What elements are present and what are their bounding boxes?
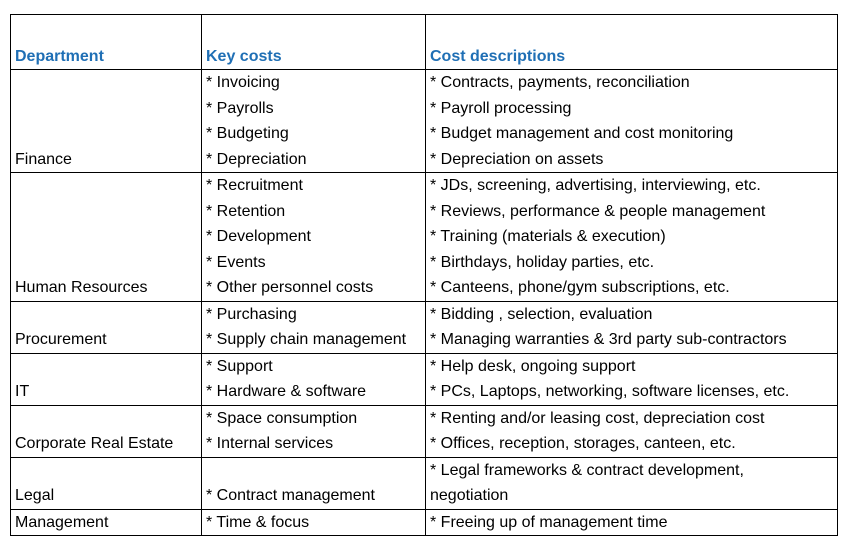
cost-description-item: * Training (materials & execution) bbox=[430, 228, 666, 245]
department-cell bbox=[11, 301, 202, 353]
cost-description-item: * Payroll processing bbox=[430, 99, 572, 117]
key-cost-item: * Purchasing bbox=[206, 305, 297, 323]
cost-description-item: * Legal frameworks & contract development, bbox=[430, 461, 744, 479]
key-cost-item: * Depreciation bbox=[206, 150, 307, 168]
department-cell bbox=[11, 353, 202, 405]
key-cost-item: * Hardware & software bbox=[206, 383, 367, 400]
cost-description-item: * Managing warranties & 3rd party sub-contractors bbox=[430, 331, 787, 348]
department-cell bbox=[11, 70, 202, 173]
department-cell bbox=[11, 509, 202, 536]
cost-description-item: * Contracts, payments, reconciliation bbox=[430, 74, 690, 91]
key-costs-cell bbox=[202, 457, 426, 509]
key-costs-cell bbox=[202, 70, 426, 173]
cost-description-item: * PCs, Laptops, networking, software licenses, etc. bbox=[430, 383, 790, 400]
key-costs-cell bbox=[202, 173, 426, 302]
cost-description-cell bbox=[426, 457, 838, 509]
key-cost-item: * Events bbox=[206, 253, 266, 271]
key-costs-cell bbox=[202, 405, 426, 457]
key-cost-item: * Internal services bbox=[206, 435, 334, 452]
department-cell bbox=[11, 405, 202, 457]
department-name: Legal bbox=[15, 487, 55, 504]
department-name: Finance bbox=[15, 150, 72, 168]
department-cell bbox=[11, 457, 202, 509]
department-name: Human Resources bbox=[15, 279, 148, 296]
cost-description-cell bbox=[426, 301, 838, 353]
cost-description-item: negotiation bbox=[430, 487, 509, 504]
table-row bbox=[11, 405, 838, 457]
cost-description-item: * Offices, reception, storages, canteen, etc. bbox=[430, 435, 736, 452]
header-cost-descriptions: Cost descriptions bbox=[426, 15, 838, 70]
cost-description-item: * Birthdays, holiday parties, etc. bbox=[430, 253, 655, 271]
cost-description-item: * Budget management and cost monitoring bbox=[430, 125, 734, 142]
cost-description-item: * JDs, screening, advertising, interviewing, etc. bbox=[430, 177, 761, 194]
cost-description-item: * Freeing up of management time bbox=[430, 513, 668, 531]
key-cost-item: * Space consumption bbox=[206, 409, 358, 427]
key-cost-item: * Payrolls bbox=[206, 99, 274, 117]
cost-description-item: * Renting and/or leasing cost, depreciation cost bbox=[430, 409, 765, 427]
header-row bbox=[11, 15, 838, 70]
key-costs-cell bbox=[202, 353, 426, 405]
department-name: Corporate Real Estate bbox=[15, 435, 174, 452]
department-name: IT bbox=[15, 383, 30, 400]
key-cost-item: * Support bbox=[206, 357, 273, 375]
key-cost-item: * Supply chain management bbox=[206, 331, 407, 348]
cost-description-cell bbox=[426, 509, 838, 536]
cost-table bbox=[10, 14, 838, 536]
department-cell bbox=[11, 173, 202, 302]
cost-description-item: * Reviews, performance & people management bbox=[430, 202, 766, 220]
cost-description-cell bbox=[426, 353, 838, 405]
cost-description-cell bbox=[426, 405, 838, 457]
table-row bbox=[11, 173, 838, 302]
header-key-costs: Key costs bbox=[202, 15, 426, 70]
table-row bbox=[11, 301, 838, 353]
department-name: Management bbox=[15, 513, 109, 531]
header-department: Department bbox=[11, 15, 202, 70]
table-row bbox=[11, 509, 838, 536]
table-row bbox=[11, 353, 838, 405]
key-costs-cell bbox=[202, 509, 426, 536]
key-cost-item: * Recruitment bbox=[206, 177, 303, 194]
key-cost-item: * Retention bbox=[206, 202, 286, 220]
cost-description-item: * Help desk, ongoing support bbox=[430, 357, 636, 375]
table-body bbox=[11, 70, 838, 536]
cost-description-cell bbox=[426, 70, 838, 173]
key-cost-item: * Other personnel costs bbox=[206, 279, 374, 296]
cost-description-item: * Depreciation on assets bbox=[430, 150, 604, 168]
key-costs-cell bbox=[202, 301, 426, 353]
table-row bbox=[11, 70, 838, 173]
key-cost-item: * Development bbox=[206, 228, 311, 245]
cost-description-cell bbox=[426, 173, 838, 302]
key-cost-item: * Budgeting bbox=[206, 125, 289, 142]
key-cost-item: * Invoicing bbox=[206, 74, 280, 91]
key-cost-item: * Time & focus bbox=[206, 513, 310, 531]
cost-description-item: * Bidding , selection, evaluation bbox=[430, 305, 653, 323]
cost-description-item: * Canteens, phone/gym subscriptions, etc. bbox=[430, 279, 730, 296]
key-cost-item: * Contract management bbox=[206, 487, 375, 504]
table-row bbox=[11, 457, 838, 509]
department-name: Procurement bbox=[15, 331, 107, 348]
